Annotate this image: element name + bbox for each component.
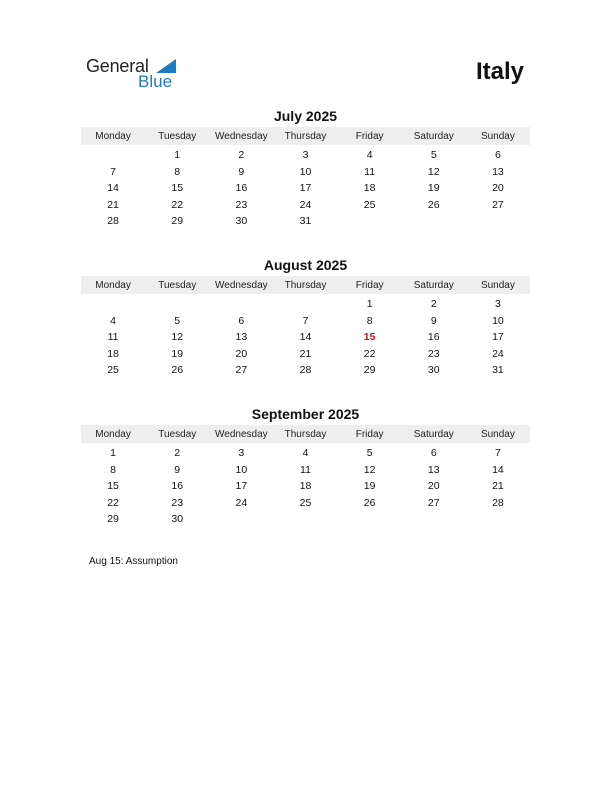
- day-cell: 24: [299, 198, 312, 211]
- day-cell: 21: [299, 347, 312, 360]
- day-cell: 13: [427, 463, 440, 476]
- month-calendar: [81, 256, 530, 379]
- day-cell: 17: [492, 331, 504, 344]
- weekday-label: Thursday: [284, 279, 327, 291]
- day-cell: 28: [299, 364, 312, 377]
- week-row: [81, 197, 530, 214]
- day-cell: 25: [107, 364, 119, 377]
- day-cell: 12: [171, 331, 184, 344]
- weekday-label: Wednesday: [215, 428, 268, 440]
- weekday-label: Saturday: [413, 130, 454, 142]
- day-cell: 9: [238, 165, 245, 178]
- weekday-label: Friday: [355, 428, 384, 440]
- day-cell: 23: [235, 198, 248, 211]
- day-cell: 26: [171, 364, 184, 377]
- holiday-note: Aug 15: Assumption: [89, 556, 178, 567]
- day-cell: 2: [238, 149, 245, 162]
- day-cell: 30: [171, 513, 184, 526]
- day-cell: 11: [300, 463, 311, 476]
- day-cell: 25: [299, 496, 312, 509]
- week-row: [81, 495, 530, 512]
- logo-triangle-icon: [156, 59, 176, 73]
- week-row: [81, 180, 530, 197]
- day-cell: 27: [427, 496, 440, 509]
- day-cell: 10: [299, 165, 312, 178]
- day-cell: 24: [235, 496, 248, 509]
- weekday-label: Saturday: [413, 279, 454, 291]
- weekday-label: Thursday: [284, 130, 327, 142]
- day-cell: 30: [427, 364, 440, 377]
- day-cell: 11: [364, 165, 376, 178]
- day-cell: 17: [299, 182, 312, 195]
- weekday-label: Friday: [355, 130, 384, 142]
- weekday-label: Monday: [95, 130, 131, 142]
- month-calendar: [81, 107, 530, 230]
- day-cell: 15: [107, 480, 119, 493]
- weekday-header-row: [81, 127, 530, 145]
- day-cell: 22: [107, 496, 119, 509]
- day-cell: 27: [492, 198, 504, 211]
- logo-blue-text: Blue: [138, 72, 173, 91]
- day-cell: 18: [363, 182, 376, 195]
- day-cell: 22: [363, 347, 376, 360]
- weekday-label: Tuesday: [158, 428, 197, 440]
- weekday-label: Friday: [355, 279, 384, 291]
- day-cell: 6: [430, 447, 437, 460]
- weekday-label: Sunday: [480, 130, 515, 142]
- day-cell: 19: [363, 480, 376, 493]
- day-cell: 1: [174, 149, 181, 162]
- week-row: [81, 445, 530, 462]
- weekday-label: Monday: [95, 428, 131, 440]
- weekday-label: Saturday: [413, 428, 454, 440]
- day-cell: 9: [430, 314, 437, 327]
- week-row: [81, 147, 530, 164]
- month-title: July 2025: [273, 108, 338, 124]
- day-cell: 22: [171, 198, 184, 211]
- day-cell: 20: [235, 347, 248, 360]
- day-cell: 5: [430, 149, 437, 162]
- day-cell: 6: [238, 314, 245, 327]
- day-cell: 31: [299, 215, 312, 228]
- day-cell: 19: [427, 182, 440, 195]
- day-cell: 31: [492, 364, 504, 377]
- day-cell: 26: [427, 198, 440, 211]
- week-row: [81, 164, 530, 181]
- day-cell: 2: [174, 447, 181, 460]
- logo: [86, 56, 186, 92]
- weekday-label: Wednesday: [215, 279, 268, 291]
- day-cell: 16: [235, 182, 248, 195]
- day-cell: 15: [171, 182, 184, 195]
- day-cell: 13: [235, 331, 248, 344]
- day-cell: 1: [366, 298, 373, 311]
- day-cell: 4: [110, 314, 116, 327]
- weekday-label: Wednesday: [215, 130, 268, 142]
- day-cell: 3: [238, 447, 245, 460]
- day-cell: 8: [366, 314, 373, 327]
- day-cell: 14: [299, 331, 312, 344]
- day-cell: 21: [107, 198, 119, 211]
- weekday-label: Sunday: [480, 279, 515, 291]
- weekday-label: Sunday: [480, 428, 515, 440]
- day-cell: 29: [171, 215, 184, 228]
- weekday-label: Thursday: [284, 428, 327, 440]
- day-cell: 7: [110, 165, 116, 178]
- weekday-label: Monday: [95, 279, 131, 291]
- day-cell: 18: [107, 347, 119, 360]
- day-cell: 8: [174, 165, 181, 178]
- week-row: [81, 296, 530, 313]
- day-cell: 5: [366, 447, 373, 460]
- day-cell: 11: [107, 331, 119, 344]
- week-row: [81, 213, 530, 230]
- day-cell: 16: [427, 331, 440, 344]
- day-cell: 30: [235, 215, 248, 228]
- day-cell: 6: [494, 149, 501, 162]
- day-cell: 10: [235, 463, 248, 476]
- week-row: [81, 511, 530, 528]
- day-cell: 1: [110, 447, 116, 460]
- day-cell: 29: [107, 513, 119, 526]
- day-cell: 9: [174, 463, 181, 476]
- day-cell: 7: [494, 447, 501, 460]
- month-calendar: [81, 405, 530, 528]
- day-cell: 16: [171, 480, 184, 493]
- day-cell: 23: [171, 496, 184, 509]
- day-cell: 20: [492, 182, 504, 195]
- week-row: [81, 362, 530, 379]
- day-cell: 26: [363, 496, 376, 509]
- day-cell: 2: [430, 298, 437, 311]
- day-cell: 13: [492, 165, 504, 178]
- day-cell: 25: [363, 198, 376, 211]
- day-cell: 3: [494, 298, 501, 311]
- day-cell: 21: [492, 480, 504, 493]
- day-cell: 3: [302, 149, 309, 162]
- day-cell: 17: [235, 480, 248, 493]
- day-cell: 23: [427, 347, 440, 360]
- day-cell: 18: [299, 480, 312, 493]
- month-title: September 2025: [251, 406, 360, 422]
- day-cell: 10: [492, 314, 504, 327]
- day-cell: 12: [427, 165, 440, 178]
- day-cell: 4: [366, 149, 373, 162]
- day-cell: 24: [492, 347, 504, 360]
- day-cell: 19: [171, 347, 184, 360]
- day-cell: 5: [174, 314, 181, 327]
- week-row: [81, 329, 530, 346]
- week-row: [81, 346, 530, 363]
- day-cell: 28: [107, 215, 119, 228]
- day-cell: 14: [492, 463, 504, 476]
- day-cell: 28: [492, 496, 504, 509]
- weekday-label: Tuesday: [158, 130, 197, 142]
- holiday-day-cell: 15: [363, 331, 376, 344]
- day-cell: 12: [363, 463, 376, 476]
- logo-general-text: General: [86, 56, 149, 76]
- weekday-label: Tuesday: [158, 279, 197, 291]
- week-row: [81, 478, 530, 495]
- day-cell: 14: [107, 182, 119, 195]
- week-row: [81, 462, 530, 479]
- month-title: August 2025: [263, 257, 348, 273]
- day-cell: 4: [302, 447, 309, 460]
- week-row: [81, 313, 530, 330]
- country-title: Italy: [475, 58, 524, 85]
- day-cell: 7: [302, 314, 309, 327]
- day-cell: 27: [235, 364, 248, 377]
- weekday-header-row: [81, 276, 530, 294]
- day-cell: 20: [427, 480, 440, 493]
- day-cell: 8: [110, 463, 116, 476]
- weekday-header-row: [81, 425, 530, 443]
- day-cell: 29: [363, 364, 376, 377]
